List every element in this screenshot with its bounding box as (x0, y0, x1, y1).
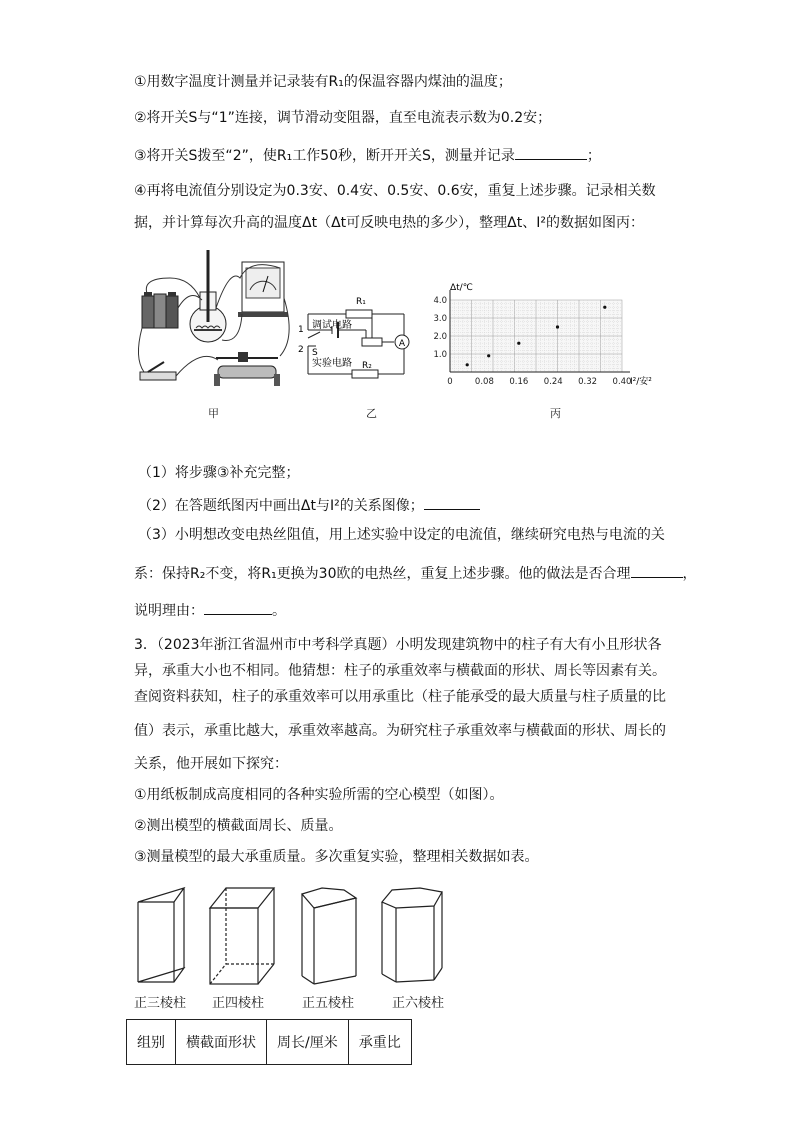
debug-circuit-label: 调试电路 (312, 320, 352, 331)
chart-y-tick-label: 1.0 (433, 350, 447, 360)
question-3-line-2 (134, 563, 697, 583)
switch (140, 362, 176, 380)
step-3-text: ③将开关S拨至“2”，使R₁工作50秒，断开开关S，测量并记录 (134, 148, 515, 164)
hexagonal-prism (382, 888, 442, 982)
step-4-line-2: 据，并计算每次升高的温度Δt（Δt可反映电热的多少），整理Δt、I²的数据如图丙： (134, 215, 644, 231)
chart-y-axis-label: Δt/℃ (450, 283, 473, 293)
figure-bing-caption: 丙 (550, 407, 561, 420)
problem-3-line-1: 3．（2023年浙江省温州市中考科学真题）小明发现建筑物中的柱子有大有小且形状各 (134, 637, 662, 653)
step-1: ①用数字温度计测量并记录装有R₁的保温容器内煤油的温度； (134, 74, 512, 90)
square-prism (210, 888, 274, 984)
problem-3-step-3: ③测量模型的最大承重质量。多次重复实验，整理相关数据如表。 (134, 849, 539, 865)
triangular-prism (138, 888, 184, 982)
rheostat-symbol (362, 338, 382, 346)
chart-x-axis-label: I²/安² (630, 377, 652, 387)
problem-3-line-4: 值）表示，承重比越大，承重效率越高。为研究柱子承重效率与横截面的形状、周长的 (134, 723, 666, 739)
step-4-line-1: ④再将电流值分别设定为0.3安、0.4安、0.5安、0.6安，重复上述步骤。记录相关数 (134, 183, 656, 199)
delta-t-vs-i-squared-chart (428, 278, 658, 390)
question-2-text: （2）在答题纸图丙中画出Δt与I²的关系图像； (138, 498, 424, 514)
question-3-reasonable-blank[interactable] (631, 563, 683, 578)
step-2: ②将开关S与“1”连接，调节滑动变阻器，直至电流表示数为0.2安； (134, 110, 552, 126)
question-3-text: 系：保持R₂不变，将R₁更换为30欧的电热丝，重复上述步骤。他的做法是否合理 (134, 566, 631, 582)
step-3 (134, 145, 601, 165)
chart-x-tick-label: 0.40 (612, 377, 632, 387)
problem-3-line-5: 关系，他开展如下探究： (134, 756, 288, 772)
problem-3-step-2: ②测出模型的横截面周长、质量。 (134, 818, 343, 834)
question-2 (138, 495, 480, 515)
table-header-perimeter: 周长/厘米 (267, 1020, 349, 1065)
question-3-reason-label: 说明理由： (134, 603, 204, 619)
problem-3-step-1: ①用纸板制成高度相同的各种实验所需的空心模型（如图）。 (134, 787, 504, 803)
chart-data-point (603, 306, 606, 309)
prism-models-figure (130, 880, 460, 988)
problem-3-line-3: 查阅资料获知，柱子的承重效率可以用承重比（柱子能承受的最大质量与柱子质量的比 (134, 689, 666, 705)
ammeter-label: A (398, 339, 406, 349)
r2-label: R₂ (362, 361, 372, 371)
question-3-period: 。 (272, 603, 286, 619)
r1-resistor (346, 310, 372, 318)
question-3-comma: ， (682, 566, 697, 582)
step-3-end: ； (586, 148, 601, 164)
chart-x-tick-label: 0.16 (509, 377, 529, 387)
figure-yi-caption: 乙 (366, 407, 377, 420)
question-3-line-1: （3）小明想改变电热丝阻值，用上述实验中设定的电流值，继续研究电热与电流的关 (138, 527, 665, 543)
chart-x-tick-label: 0.32 (578, 377, 598, 387)
switch-label: S (312, 348, 318, 358)
question-2-answer-blank[interactable] (424, 495, 480, 510)
table-header-group: 组别 (127, 1020, 176, 1065)
table-header-ratio: 承重比 (348, 1020, 411, 1065)
experiment-circuit-label: 实验电路 (312, 358, 352, 369)
prism-label-square: 正四棱柱 (212, 996, 265, 1011)
chart-data-point (466, 363, 469, 366)
chart-data-point (556, 325, 559, 328)
node-1-label: 1 (298, 325, 304, 335)
table-header-row (127, 1020, 412, 1065)
battery-pack (142, 292, 178, 328)
problem-3-line-2: 异，承重大小也不相同。他猜想：柱子的承重效率与横截面的形状、周长等因素有关。 (134, 663, 666, 679)
r2-resistor (352, 370, 378, 378)
question-1: （1）将步骤③补充完整； (138, 465, 300, 481)
question-3-reason-blank[interactable] (204, 600, 272, 615)
chart-data-point (487, 354, 490, 357)
chart-y-tick-label: 2.0 (433, 332, 447, 342)
prism-label-triangular: 正三棱柱 (134, 996, 187, 1011)
node-2-label: 2 (298, 345, 304, 355)
data-table (126, 1019, 412, 1065)
rheostat (214, 352, 280, 386)
chart-x-tick-label: 0.08 (474, 377, 494, 387)
figure-jia-caption: 甲 (208, 407, 219, 420)
chart-x-tick-label: 0.24 (543, 377, 563, 387)
circuit-diagram (296, 290, 426, 382)
prism-label-hexagonal: 正六棱柱 (392, 996, 445, 1011)
apparatus-figure (130, 248, 300, 396)
r1-label: R₁ (356, 297, 366, 307)
chart-data-point (517, 342, 520, 345)
pentagonal-prism (302, 888, 356, 984)
chart-y-tick-label: 3.0 (433, 314, 447, 324)
table-header-shape: 横截面形状 (176, 1020, 267, 1065)
chart-y-tick-label: 4.0 (433, 296, 447, 306)
question-3-line-3 (134, 600, 286, 620)
prism-label-pentagonal: 正五棱柱 (302, 996, 355, 1011)
step-3-answer-blank[interactable] (515, 145, 587, 160)
chart-x-tick-label: 0 (447, 377, 453, 387)
